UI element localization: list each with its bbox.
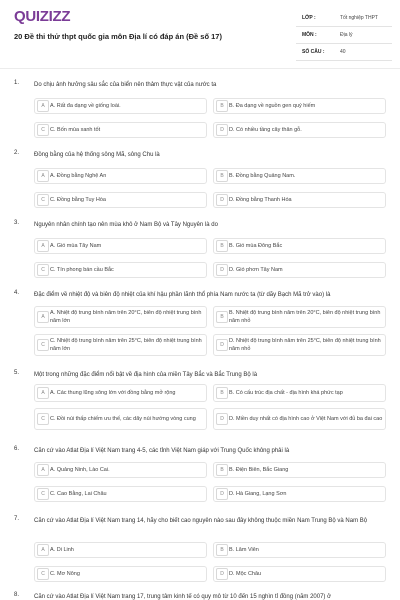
option-letter: C	[37, 194, 49, 206]
option-c[interactable]	[34, 262, 207, 278]
option-text: A. Nhiệt độ trung bình năm trên 20°C, biên độ nhiệt trung bình năm lớn	[50, 310, 202, 324]
option-text: D. Nhiệt độ trung bình năm trên 25°C, biên độ nhiệt trung bình năm nhỏ	[229, 338, 381, 352]
option-d[interactable]	[213, 408, 386, 430]
option-c[interactable]	[34, 486, 207, 502]
option-text: B. Lâm Viên	[229, 547, 259, 553]
meta-value: 40	[340, 49, 346, 55]
option-text: B. Gió mùa Đông Bắc	[229, 243, 283, 249]
question-text: Căn cứ vào Atlat Địa lí Việt Nam trang 14, hãy cho biết cao nguyên nào sau đây không thuộc miền Nam Trung Bộ và Nam Bộ	[34, 518, 368, 524]
option-text: A. Gió mùa Tây Nam	[50, 243, 102, 249]
option-letter: A	[37, 544, 49, 556]
option-b[interactable]	[213, 384, 386, 402]
meta-key: SỐ CÂU :	[302, 49, 325, 55]
option-b[interactable]	[213, 542, 386, 558]
option-text: A. Rất đa dạng về giống loài.	[50, 103, 121, 109]
option-b[interactable]	[213, 462, 386, 478]
quizizz-logo: QUIZIZZ	[14, 8, 71, 25]
option-text: C. Tín phong bán cầu Bắc	[50, 267, 114, 273]
option-text: B. Điện Biên, Bắc Giang	[229, 467, 289, 473]
option-letter: D	[216, 124, 228, 136]
option-text: C. Đồng bằng Tuy Hòa	[50, 197, 106, 203]
option-letter: B	[216, 170, 228, 182]
meta-key: LỚP :	[302, 15, 316, 21]
option-letter: C	[37, 488, 49, 500]
question-text: Do chịu ảnh hưởng sâu sắc của biển nên thảm thực vật của nước ta	[34, 82, 217, 88]
option-letter: C	[37, 124, 49, 136]
option-text: D. Miền duy nhất có địa hình cao ở Việt Nam với đủ ba đai cao	[229, 416, 383, 422]
option-letter: B	[216, 544, 228, 556]
option-letter: D	[216, 568, 228, 580]
option-text: A. Đồng bằng Nghệ An	[50, 173, 107, 179]
option-text: C. Bốn mùa xanh tốt	[50, 127, 101, 133]
option-letter: C	[37, 339, 49, 351]
document-title: 20 Đề thi thử thpt quốc gia môn Địa lí có đáp án (Đề số 17)	[14, 32, 222, 41]
option-text: C. Nhiệt độ trung bình năm trên 25°C, biên độ nhiệt trung bình năm lớn	[50, 338, 202, 352]
option-letter: D	[216, 194, 228, 206]
meta-row-class	[296, 10, 392, 27]
option-a[interactable]	[34, 168, 207, 184]
option-text: B. Đồng bằng Quảng Nam.	[229, 173, 296, 179]
option-d[interactable]	[213, 122, 386, 138]
question-text: Một trong những đặc điểm nổi bật về địa hình của miền Tây Bắc và Bắc Trung Bộ là	[34, 372, 258, 378]
option-letter: A	[37, 387, 49, 399]
option-b[interactable]	[213, 238, 386, 254]
question-number: 7.	[14, 516, 20, 522]
question-text: Căn cứ vào Atlat Địa lí Việt Nam trang 17, trung tâm kinh tế có quy mô từ 10 đến 15 nghìn tỉ đồng (năm 2007) ở	[34, 594, 332, 600]
question-text: Đặc điểm về nhiệt độ và biên độ nhiệt của khí hậu phần lãnh thổ phía Nam nước ta (từ dãy Bạch Mã trở vào) là	[34, 292, 331, 298]
option-d[interactable]	[213, 192, 386, 208]
quiz-header	[0, 0, 400, 70]
option-text: B. Nhiệt độ trung bình năm trên 20°C, biên độ nhiệt trung bình năm nhỏ	[229, 310, 381, 324]
option-letter: C	[37, 413, 49, 425]
option-d[interactable]	[213, 486, 386, 502]
option-c[interactable]	[34, 334, 207, 356]
option-text: B. Đa dạng về nguồn gen quý hiếm	[229, 103, 316, 109]
option-a[interactable]	[34, 238, 207, 254]
option-d[interactable]	[213, 566, 386, 582]
meta-row-subject	[296, 27, 392, 44]
question-number: 4.	[14, 290, 20, 296]
option-letter: D	[216, 339, 228, 351]
option-text: D. Mộc Châu	[229, 571, 262, 577]
option-text: C. Cao Bằng, Lai Châu	[50, 491, 107, 497]
question-text: Đồng bằng của hệ thống sông Mã, sông Chu là	[34, 152, 160, 158]
question-text: Nguyên nhân chính tạo nên mùa khô ở Nam Bộ và Tây Nguyên là do	[34, 222, 218, 228]
meta-row-count	[296, 44, 392, 61]
option-letter: A	[37, 240, 49, 252]
option-text: B. Có cấu trúc địa chất - địa hình khá phức tạp	[229, 390, 343, 396]
header-divider	[0, 68, 400, 69]
option-letter: B	[216, 464, 228, 476]
question-number: 2.	[14, 150, 20, 156]
option-letter: D	[216, 264, 228, 276]
option-letter: B	[216, 100, 228, 112]
option-a[interactable]	[34, 462, 207, 478]
option-letter: B	[216, 311, 228, 323]
option-letter: C	[37, 264, 49, 276]
option-letter: D	[216, 488, 228, 500]
option-text: A. Quảng Ninh, Lào Cai.	[50, 467, 110, 473]
option-text: D. Hà Giang, Lạng Sơn	[229, 491, 287, 497]
option-letter: C	[37, 568, 49, 580]
option-a[interactable]	[34, 98, 207, 114]
option-letter: A	[37, 311, 49, 323]
option-letter: B	[216, 387, 228, 399]
meta-value: Tốt nghiệp THPT	[340, 15, 378, 21]
option-text: C. Mơ Nông	[50, 571, 80, 577]
question-number: 8.	[14, 592, 20, 598]
question-number: 6.	[14, 446, 20, 452]
question-text: Căn cứ vào Atlat Địa lí Việt Nam trang 4-5, các tỉnh Việt Nam giáp với Trung Quốc không phải là	[34, 448, 290, 454]
option-letter: A	[37, 100, 49, 112]
option-a[interactable]	[34, 384, 207, 402]
meta-key: MÔN :	[302, 32, 317, 38]
question-number: 1.	[14, 80, 20, 86]
option-letter: A	[37, 464, 49, 476]
option-b[interactable]	[213, 306, 386, 328]
option-c[interactable]	[34, 122, 207, 138]
option-c[interactable]	[34, 192, 207, 208]
option-text: C. Đồi núi thấp chiếm ưu thế, các dãy núi hướng vòng cung	[50, 416, 196, 422]
option-text: A. Các thung lũng sông lớn với đồng bằng mở rộng	[50, 390, 176, 396]
option-a[interactable]	[34, 306, 207, 328]
option-b[interactable]	[213, 98, 386, 114]
option-text: A. Di Linh	[50, 547, 74, 553]
option-b[interactable]	[213, 168, 386, 184]
option-letter: B	[216, 240, 228, 252]
option-c[interactable]	[34, 408, 207, 430]
option-text: D. Đồng bằng Thanh Hóa	[229, 197, 292, 203]
meta-table	[296, 10, 392, 61]
option-d[interactable]	[213, 262, 386, 278]
option-d[interactable]	[213, 334, 386, 356]
option-text: D. Gió phơn Tây Nam	[229, 267, 283, 273]
option-c[interactable]	[34, 566, 207, 582]
option-letter: A	[37, 170, 49, 182]
question-number: 5.	[14, 370, 20, 376]
option-text: D. Có nhiều tầng cây thân gỗ.	[229, 127, 302, 133]
question-number: 3.	[14, 220, 20, 226]
option-letter: D	[216, 413, 228, 425]
meta-value: Địa lý	[340, 32, 353, 38]
option-a[interactable]	[34, 542, 207, 558]
